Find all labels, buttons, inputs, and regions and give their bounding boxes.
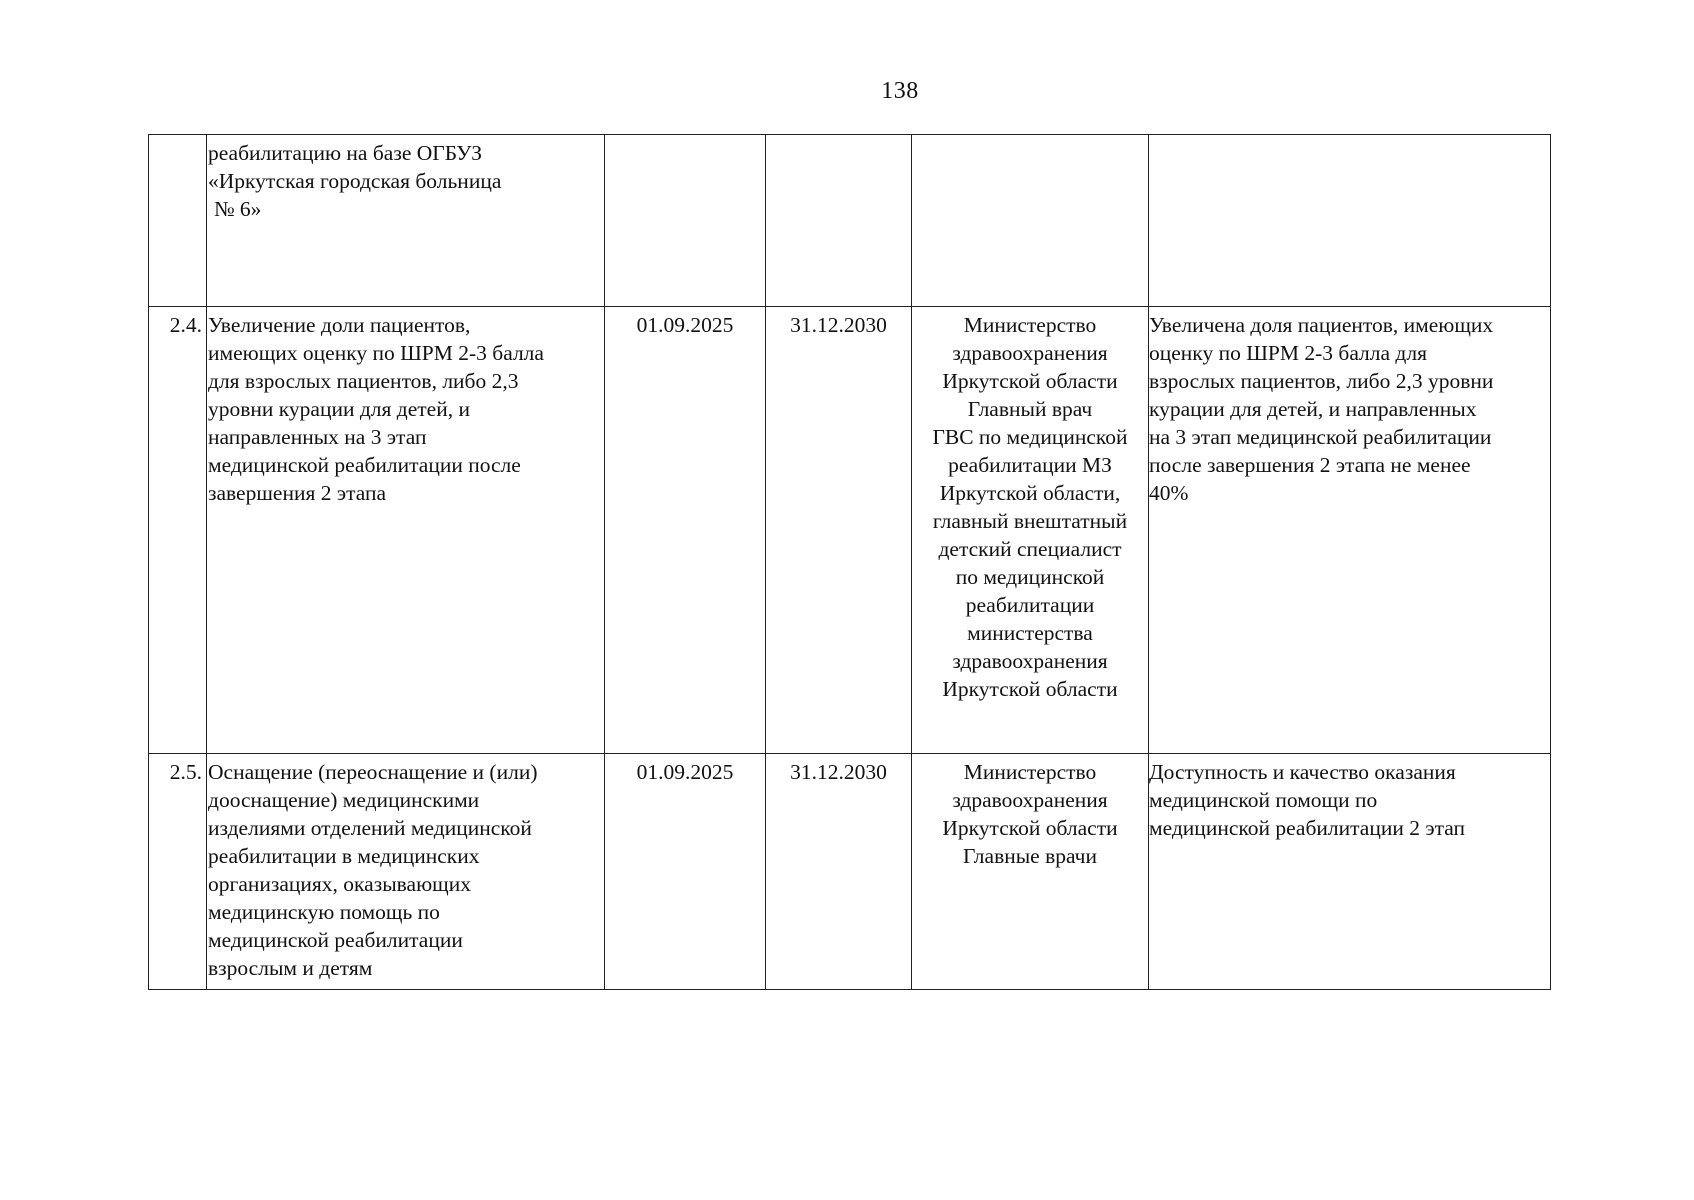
description-line: уровни курации для детей, и (208, 397, 470, 421)
table-row (149, 307, 1551, 754)
description-line: направленных на 3 этап (208, 425, 427, 449)
result-line: курации для детей, и направленных (1149, 397, 1477, 421)
measure-description-cell (207, 135, 605, 307)
responsible-cell (912, 307, 1149, 754)
description-line: медицинской реабилитации (208, 928, 463, 952)
table-row (149, 754, 1551, 990)
responsible-line: Иркутской области (942, 369, 1118, 393)
responsible-line: главный внештатный (932, 509, 1128, 533)
result-line: Увеличена доля пациентов, имеющих (1149, 313, 1494, 337)
responsible-line: Иркутской области (942, 677, 1118, 701)
end-date-cell: 31.12.2030 (766, 754, 912, 990)
description-line: Увеличение доли пациентов, (208, 313, 471, 337)
result-line: медицинской помощи по (1149, 788, 1378, 812)
result-line: Доступность и качество оказания (1149, 760, 1456, 784)
responsible-line: реабилитации МЗ (948, 453, 1112, 477)
description-line: взрослым и детям (208, 956, 373, 980)
result-cell (1149, 135, 1551, 307)
row-number-cell: 2.4. (149, 307, 207, 754)
description-line: организациях, оказывающих (208, 872, 471, 896)
table-row (149, 135, 1551, 307)
measure-description-cell (207, 307, 605, 754)
description-line: изделиями отделений медицинской (208, 816, 532, 840)
responsible-line: Иркутской области (942, 816, 1118, 840)
responsible-line: ГВС по медицинской (932, 425, 1128, 449)
description-line: имеющих оценку по ШРМ 2-3 балла (208, 341, 544, 365)
responsible-line: министерства (967, 621, 1093, 645)
responsible-cell (912, 135, 1149, 307)
responsible-line: Главный врач (967, 397, 1093, 421)
result-cell (1149, 754, 1551, 990)
description-line: дооснащение) медицинскими (208, 788, 480, 812)
description-line: завершения 2 этапа (208, 481, 387, 505)
start-date-cell: 01.09.2025 (605, 754, 766, 990)
result-line: после завершения 2 этапа не менее (1149, 453, 1471, 477)
end-date-cell (766, 135, 912, 307)
responsible-line: здравоохранения (952, 341, 1108, 365)
responsible-line: Министерство (963, 760, 1097, 784)
row-number-cell: 2.5. (149, 754, 207, 990)
description-line: для взрослых пациентов, либо 2,3 (208, 369, 519, 393)
responsible-line: здравоохранения (952, 649, 1108, 673)
result-line: медицинской реабилитации 2 этап (1149, 816, 1466, 840)
responsible-line: по медицинской (955, 565, 1105, 589)
description-line: «Иркутская городская больница (208, 169, 502, 193)
result-line: взрослых пациентов, либо 2,3 уровни (1149, 369, 1494, 393)
responsible-line: Иркутской области, (939, 481, 1121, 505)
responsible-line: Министерство (963, 313, 1097, 337)
responsible-line: Главные врачи (962, 844, 1097, 868)
description-line: медицинской реабилитации после (208, 453, 521, 477)
description-line: № 6» (214, 197, 262, 221)
measures-table (148, 134, 1551, 990)
description-line: Оснащение (переоснащение и (или) (208, 760, 538, 784)
description-line: медицинскую помощь по (208, 900, 440, 924)
responsible-line: здравоохранения (952, 788, 1108, 812)
end-date-cell: 31.12.2030 (766, 307, 912, 754)
result-cell (1149, 307, 1551, 754)
start-date-cell (605, 135, 766, 307)
result-line: 40% (1149, 481, 1189, 505)
result-line: оценку по ШРМ 2-3 балла для (1149, 341, 1427, 365)
row-number-cell (149, 135, 207, 307)
description-line: реабилитацию на базе ОГБУЗ (208, 141, 482, 165)
result-line: на 3 этап медицинской реабилитации (1149, 425, 1492, 449)
start-date-cell: 01.09.2025 (605, 307, 766, 754)
responsible-cell (912, 754, 1149, 990)
page-number: 138 (881, 78, 919, 104)
description-line: реабилитации в медицинских (208, 844, 480, 868)
measure-description-cell (207, 754, 605, 990)
responsible-line: детский специалист (938, 537, 1122, 561)
responsible-line: реабилитации (965, 593, 1095, 617)
